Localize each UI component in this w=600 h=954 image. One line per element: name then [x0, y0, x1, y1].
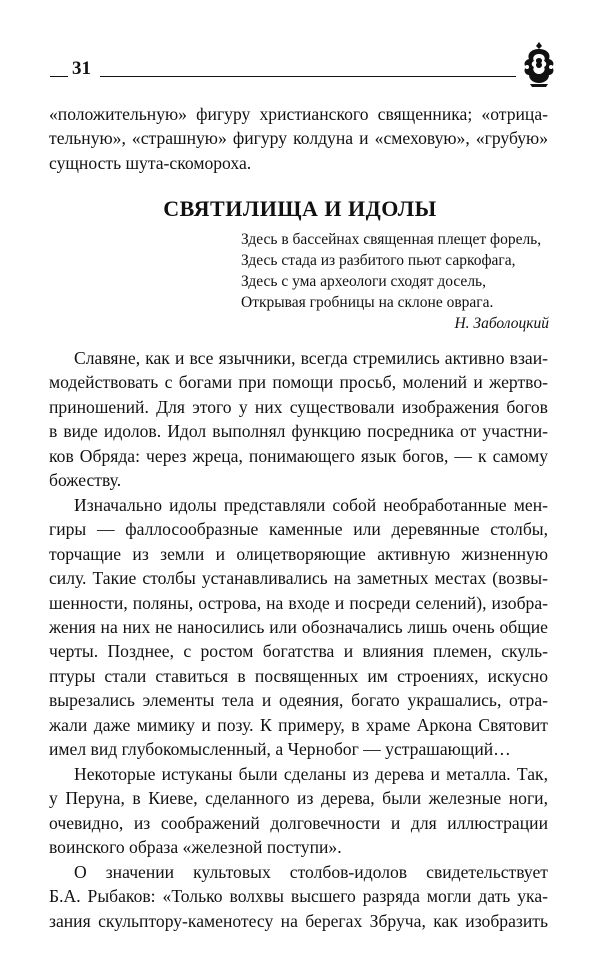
body-paragraph-4 — [49, 860, 548, 933]
text-line: приношений. Для этого у них существовали изображения богов — [49, 396, 548, 417]
text-line: жали даже мимику и позу. К примеру, в храме Аркона Святовит — [49, 714, 548, 735]
text-line: «положительную» фигуру христианского священника; «отрица- — [49, 104, 548, 124]
text-line: божеству. — [49, 470, 122, 491]
text-line: зания скульптору-каменотесу на берегах Збруча, как изобразить — [49, 910, 548, 931]
text-line: вырезались элементы тела и одеяния, богато украшались, отра- — [49, 690, 548, 711]
text-line: очевидно, из соображений долговечности и для иллюстрации — [49, 812, 548, 833]
epigraph-line: Здесь с ума археологи сходят досель, — [241, 273, 486, 290]
body-paragraph-3 — [49, 762, 548, 860]
body-paragraph-2 — [49, 493, 548, 761]
intro-paragraph — [49, 102, 548, 175]
text-line: силу. Такие столбы устанавливались на заметных местах (возвы- — [49, 568, 548, 589]
text-line: тельную», «страшную» фигуру колдуна и «смеховую», «грубую» — [49, 128, 548, 149]
body-paragraph-1 — [49, 346, 548, 492]
text-line: жения на них не наносились или обозначались лишь очень общие — [49, 617, 548, 638]
header-rule-right — [100, 76, 516, 77]
text-line: имел вид глубокомысленный, а Чернобог — устрашающий… — [49, 739, 511, 760]
epigraph-author: Н. Заболоцкий — [454, 315, 549, 332]
text-line: модействовать с богами при помощи просьб, молений и жертво- — [49, 372, 548, 393]
text-line: ков Обряда: через жреца, понимающего язык богов, — к самому — [49, 445, 548, 466]
text-line: в виде идолов. Идол выполнял функцию посредника от участни- — [49, 421, 548, 442]
page-header — [50, 40, 560, 90]
chapter-title: СВЯТИЛИЩА И ИДОЛЫ — [163, 196, 437, 221]
header-rule-left — [50, 76, 68, 77]
epigraph-line: Здесь в бассейнах священная плещет форель, — [241, 231, 542, 248]
epigraph — [241, 229, 561, 334]
text-line: сущность шута-скомороха. — [49, 152, 252, 173]
epigraph-line: Открывая гробницы на склоне оврага. — [241, 294, 494, 311]
text-line: черты. Позднее, с ростом богатства и влияния племен, скуль- — [49, 641, 548, 662]
epigraph-line: Здесь стада из разбитого пьют саркофага, — [241, 252, 516, 269]
text-line: Славяне, как и все язычники, всегда стремились активно взаи- — [74, 348, 548, 368]
text-line: Изначально идолы представляли собой необработанные мен- — [74, 495, 548, 515]
text-line: шенности, поляны, острова, на входе и посреди селений), изобра- — [49, 592, 548, 613]
text-line: О значении культовых столбов-идолов свидетельствует — [74, 862, 548, 882]
text-line: воинского образа «железной поступи». — [49, 837, 342, 858]
text-line: торчащие из земли и олицетворяющие активную жизненную — [49, 543, 548, 564]
text-line: гиры — фаллосообразные каменные или деревянные столбы, — [49, 519, 548, 540]
page-number: 31 — [72, 58, 91, 79]
text-line: Б.А. Рыбаков: «Только волхвы высшего разряда могли дать ука- — [49, 886, 548, 907]
decorative-ornament-icon — [518, 40, 560, 88]
text-line: Некоторые истуканы были сделаны из дерева и металла. Так, — [74, 764, 548, 784]
text-line: птуры стали ставиться в посвященных им строениях, искусно — [49, 665, 548, 686]
text-line: у Перуна, в Киеве, сделанного из дерева, были железные ноги, — [49, 788, 548, 809]
